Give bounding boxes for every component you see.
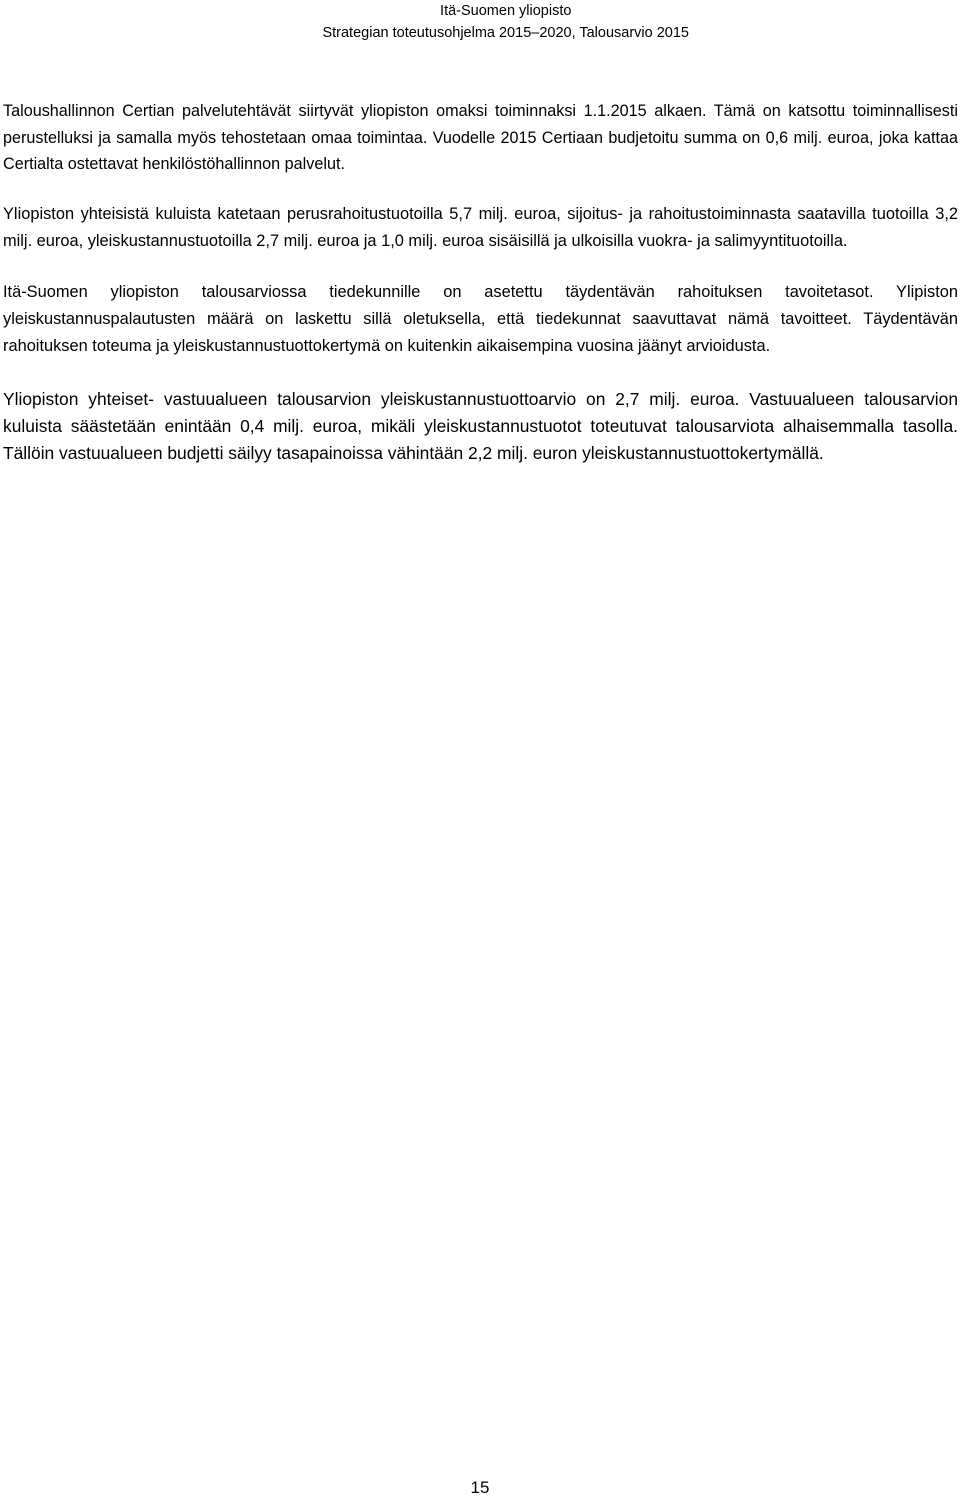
page-number: 15	[470, 1478, 490, 1497]
document-body	[3, 98, 958, 466]
page-header	[322, 0, 689, 44]
header-document-title: Strategian toteutusohjelma 2015–2020, Talousarvio 2015	[322, 25, 689, 41]
paragraph-faculty-targets: Itä-Suomen yliopiston talousarviossa tiedekunnille on asetettu täydentävän rahoituksen tavoitetasot. Ylipiston yleiskustannuspalautusten määrä on laskettu sillä oletuksella, että tiedekunnat saavuttavat nämä tavoitteet. Täydentävän rahoituksen toteuma ja yleiskustannustuottokertymä on kuitenkin aikaisempina vuosina jäänyt arvioidusta.	[3, 283, 958, 355]
paragraph-shared-costs: Yliopiston yhteisistä kuluista katetaan perusrahoitustuotoilla 5,7 milj. euroa, sijoitus- ja rahoitustoiminnasta saatavilla tuotoilla 3,2 milj. euroa, yleiskustannustuotoilla 2,7 milj. euroa ja 1,0 milj. euroa sisäisillä ja ulkoisilla vuokra- ja salimyyntituotoilla.	[3, 205, 958, 251]
paragraph-overhead-estimate: Yliopiston yhteiset- vastuualueen talousarvion yleiskustannustuottoarvio on 2,7 milj. euroa. Vastuualueen talousarvion kuluista säästetään enintään 0,4 milj. euroa, mikäli yleiskustannustuotot toteutuvat talousarviota alhaisemmalla tasolla. Tällöin vastuualueen budjetti säilyy tasapainoissa vähintään 2,2 milj. euron yleiskustannustuottokertymällä.	[3, 389, 958, 463]
header-organization: Itä-Suomen yliopisto	[440, 3, 572, 19]
paragraph-certia: Taloushallinnon Certian palvelutehtävät siirtyvät yliopiston omaksi toiminnaksi 1.1.2015 alkaen. Tämä on katsottu toiminnallisesti perustelluksi ja samalla myös tehostetaan omaa toimintaa. Vuodelle 2015 Certiaan budjetoitu summa on 0,6 milj. euroa, joka kattaa Certialta ostettavat henkilöstöhallinnon palvelut.	[3, 102, 958, 174]
